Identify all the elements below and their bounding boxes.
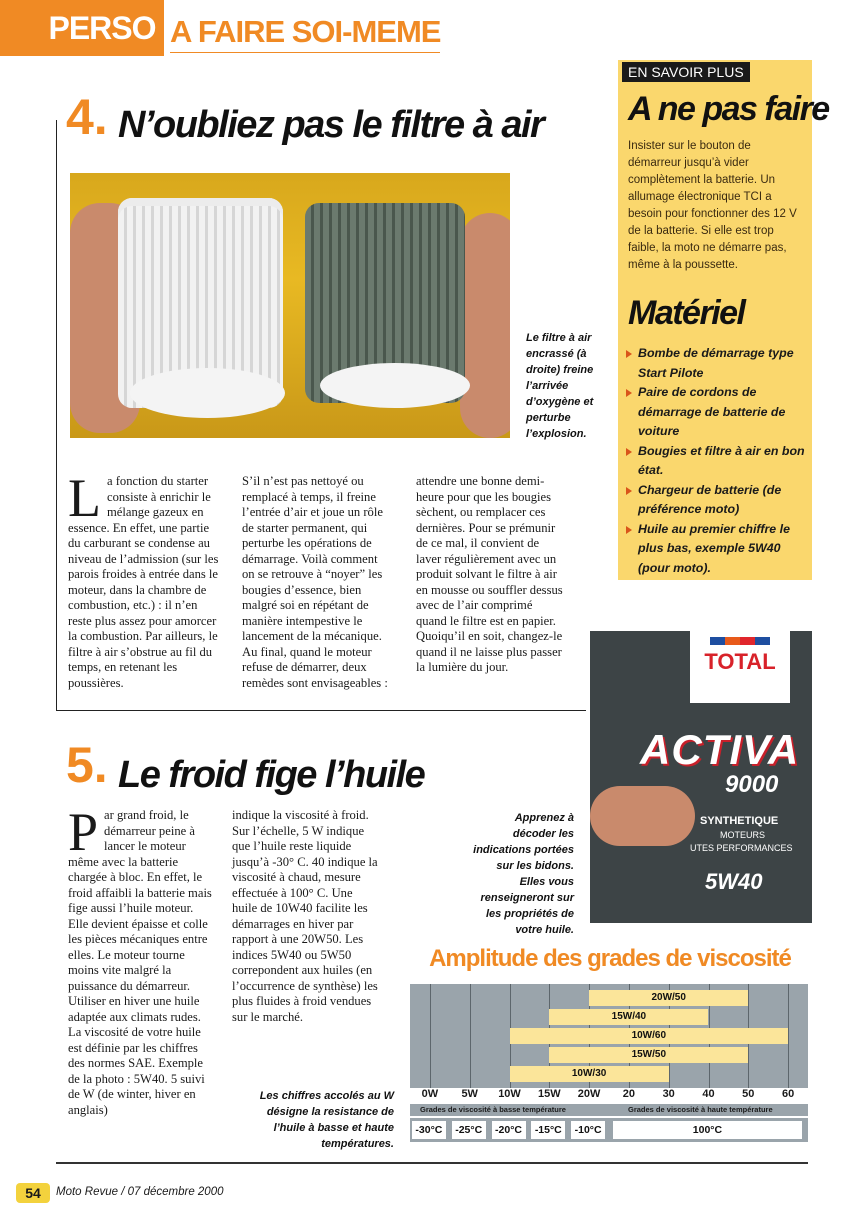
oil-performance: UTES PERFORMANCES <box>690 843 793 853</box>
dropcap: L <box>68 468 101 528</box>
right-hand <box>460 213 510 438</box>
axis-tick-label: 20W <box>577 1088 601 1100</box>
axis-tick-label: 40 <box>702 1088 715 1100</box>
air-filter-photo <box>70 173 510 438</box>
footer-source: Moto Revue / 07 décembre 2000 <box>56 1186 224 1198</box>
chart-axis <box>410 1088 808 1104</box>
chart-bar: 10W/30 <box>510 1066 669 1082</box>
total-logo-icon <box>710 637 770 645</box>
section4-column-1: La fonction du starter consiste à enrichir le mélange gazeux en essence. En effet, une partie du carburant se condense au niveau de l’admission (sur les parois froides à entrée dans le moteur, dans la chambre de combustion, etc.) : il n’en reste plus assez pour amorcer la combustion. Par ailleurs, le filtre à air s’obstrue au fil du temps, en retenant les poussières. <box>68 468 219 690</box>
chart-caption: Les chiffres accolés au W désigne la resistance de l’huile à basse et haute températures. <box>259 1090 394 1150</box>
oil-grade: 5W40 <box>705 869 763 894</box>
sidebar-text: Insister sur le bouton de démarreur jusqu’à vider complètement la batterie. Un allumage électronique TCI a besoin pour fonctionner des 12 V de la batterie. Si elle est trop faible, la moto ne démarre pas, même à la poussette. <box>628 140 797 271</box>
chart-title: Amplitude des grades de viscosité <box>429 945 791 972</box>
sidebar-heading: A ne pas faire <box>628 90 829 128</box>
chart-bar: 15W/40 <box>549 1009 708 1025</box>
header-category: PERSO <box>40 0 164 56</box>
xlabel-low: Grades de viscosité à basse température <box>420 1105 566 1114</box>
temperature-row <box>410 1118 808 1142</box>
air-filter-caption: Le filtre à air encrassé (à droite) freine l’arrivée d’oxygène et perturbe l’explosion. <box>526 332 594 440</box>
list-item: Huile au premier chiffre le plus bas, exemple 5W40 (pour moto). <box>624 520 810 579</box>
section4-number: 4. <box>66 89 108 145</box>
section4-column-3: attendre une bonne demi-heure pour que les bougies sèchent, ou remplacer ces dernières. Pour se prémunir de ce mal, il convient de laver régulièrement avec un produit solvant le filtre à air en mousse ou souffler dessus avec de l’air comprimé quand le filtre est en papier. Quoiqu’il en soit, changez-le quand il ne laisse plus passer la lumière du jour. <box>416 474 563 674</box>
finger <box>590 786 695 846</box>
footer-rule <box>56 1162 808 1164</box>
section4-title: N’oubliez pas le filtre à air <box>118 104 544 146</box>
activa-logo: ACTIVA <box>640 726 800 773</box>
axis-tick-label: 15W <box>537 1088 561 1100</box>
oil-type: SYNTHETIQUE <box>700 815 779 827</box>
chart-gridline <box>470 984 471 1088</box>
section4-column-2: S’il n’est pas nettoyé ou remplacé à temps, il freine l’entrée d’air et joue un rôle de starter permanent, qui perturbe les opérations de démarrage. Voilà comment on se retrouve à “noyer” les bougies d’essence, bien malgré soi en répétant de manière intempestive le lancement de la mécanique. Au final, quand le moteur refuse de démarrer, deux remèdes sont envisageables : <box>242 474 388 690</box>
grade-strip <box>410 1104 808 1116</box>
oil-use: MOTEURS <box>720 830 765 840</box>
total-brand: TOTAL <box>704 649 776 674</box>
temperature-label: -25°C <box>452 1121 486 1139</box>
oil-photo-caption: Apprenez à décoder les indications portées sur les bidons. Elles vous renseigneront sur les propriétés de votre huile. <box>473 812 574 936</box>
temperature-label: 100°C <box>613 1121 802 1139</box>
temperature-label: -30°C <box>412 1121 446 1139</box>
axis-tick-label: 0W <box>421 1088 439 1100</box>
divider-left <box>56 120 57 710</box>
chart-bar: 10W/60 <box>510 1028 789 1044</box>
header-underline <box>170 52 440 53</box>
clean-filter-base <box>130 368 285 418</box>
header-section: A FAIRE SOI-MEME <box>170 14 441 49</box>
dropcap: P <box>68 802 99 862</box>
axis-tick-label: 30 <box>662 1088 675 1100</box>
list-item: Paire de cordons de démarrage de batterie de voiture <box>624 383 810 442</box>
list-item: Bombe de démarrage type Start Pilote <box>624 344 810 383</box>
header-accent <box>0 0 40 56</box>
section5-number: 5. <box>66 737 108 793</box>
section5-column-1: Par grand froid, le démarreur peine à lancer le moteur même avec la batterie chargée à bloc. En effet, le froid affaibli la batterie mais fige aussi l’huile moteur. Elle devient épaisse et colle les pièces mécaniques entre elles. Le moteur tourne moins vite malgré la puissance du démarreur. Utiliser en hiver une huile adaptée aux climats rudes. La viscosité de votre huile est définie par les chiffres des normes SAE. Exemple de la photo : 5W40. 5 suivi de W (de winter, hiver en anglais) <box>68 802 212 1117</box>
chart-gridline <box>788 984 789 1088</box>
divider-section <box>56 710 586 711</box>
temperature-label: -15°C <box>531 1121 565 1139</box>
section5-column-2: indique la viscosité à froid. Sur l’échelle, 5 W indique que l’huile reste liquide jusqu’à -30° C. 40 indique la viscosité à chaud, mesure effectuée à 100° C. Une huile de 10W40 facilite les démarrages en hiver par rapport à une 20W50. Les indices 5W40 ou 5W50 correpondent aux huiles (en l’occurrence de synthèse) les plus fluides à froid vendues sur le marché. <box>232 808 378 1024</box>
activa-model: 9000 <box>725 771 779 798</box>
dirty-filter-base <box>320 363 470 408</box>
list-item: Chargeur de batterie (de préférence moto) <box>624 481 810 520</box>
page-number: 54 <box>16 1183 50 1203</box>
temperature-label: -20°C <box>492 1121 526 1139</box>
total-logo-panel <box>690 631 790 703</box>
chart-bar: 15W/50 <box>549 1047 748 1063</box>
materiel-heading: Matériel <box>628 294 745 332</box>
axis-tick-label: 50 <box>742 1088 755 1100</box>
chart-gridline <box>430 984 431 1088</box>
xlabel-high: Grades de viscosité à haute température <box>628 1105 773 1114</box>
list-item: Bougies et filtre à air en bon état. <box>624 442 810 481</box>
axis-tick-label: 10W <box>498 1088 521 1100</box>
viscosity-chart <box>410 984 808 1088</box>
materiel-list <box>624 344 810 578</box>
axis-tick-label: 60 <box>781 1088 795 1100</box>
temperature-label: -10°C <box>571 1121 605 1139</box>
sidebar-tag: EN SAVOIR PLUS <box>622 62 750 82</box>
axis-tick-label: 20 <box>622 1088 636 1100</box>
axis-tick-label: 5W <box>461 1088 478 1100</box>
section5-title: Le froid fige l’huile <box>118 754 425 796</box>
chart-bar: 20W/50 <box>589 990 748 1006</box>
oil-can-photo <box>590 631 812 923</box>
